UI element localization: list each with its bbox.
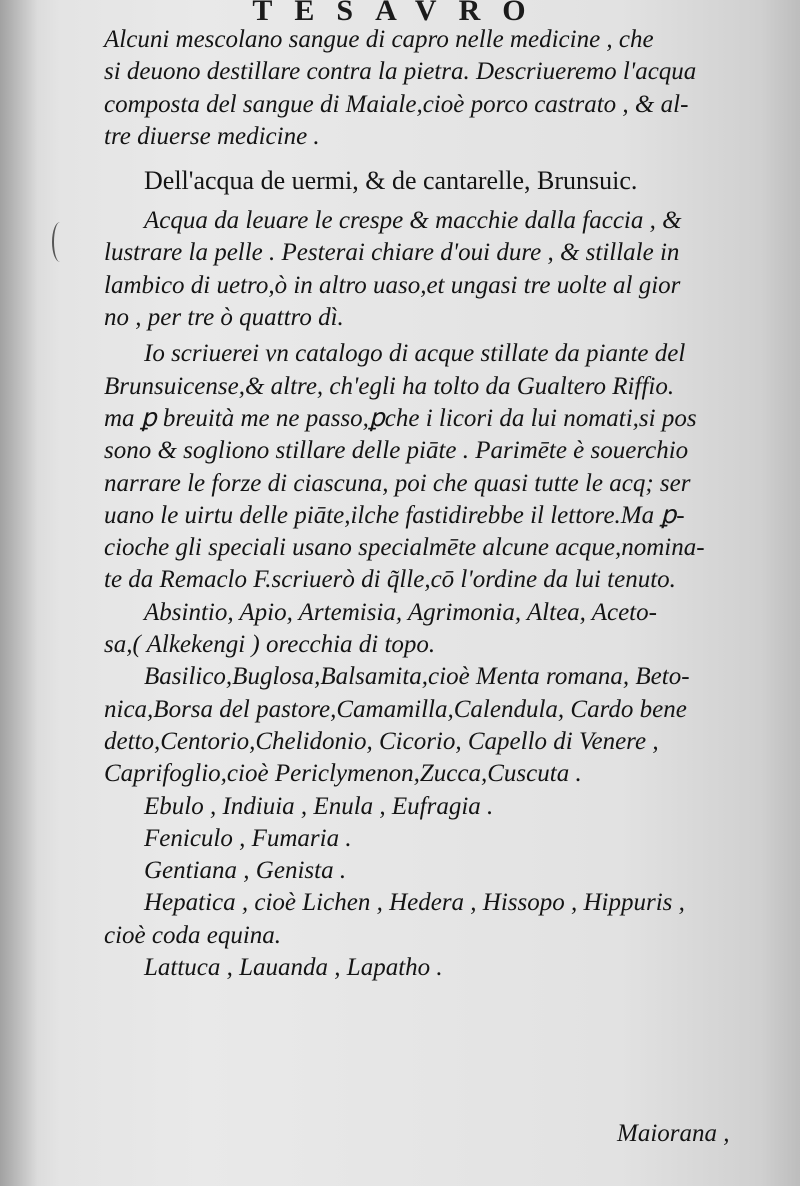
text-line: si deuono destillare contra la pietra. Descriueremo l'acqua — [104, 58, 697, 86]
text-line: Absintio, Apio, Artemisia, Agrimonia, Altea, Aceto- — [144, 598, 657, 626]
text-line: cioche gli speciali usano specialmēte alcune acque,nomina- — [104, 534, 705, 562]
running-header: TESAVRO — [252, 0, 548, 27]
margin-mark — [52, 222, 68, 262]
catchword: Maiorana , — [617, 1120, 730, 1147]
text-line: Basilico,Buglosa,Balsamita,cioè Menta romana, Beto- — [144, 663, 690, 691]
text-line: tre diuerse medicine . — [104, 122, 320, 150]
text-line: Io scriuerei vn catalogo di acque stillate da piante del — [144, 340, 686, 368]
text-line: sono & sogliono stillare delle piāte . Parimēte è souerchio — [104, 437, 689, 465]
text-line: Lattuca , Lauanda , Lapatho . — [144, 954, 443, 982]
text-line: cioè coda equina. — [104, 921, 282, 949]
text-line: Feniculo , Fumaria . — [144, 824, 352, 852]
text-line: narrare le forze di ciascuna, poi che quasi tutte le acq; ser — [104, 469, 691, 497]
text-line: Acqua da leuare le crespe & macchie dalla faccia , & — [144, 207, 682, 235]
text-line: sa,( Alkekengi ) orecchia di topo. — [104, 631, 436, 659]
text-line: lustrare la pelle . Pesterai chiare d'oui dure , & stillale in — [104, 239, 680, 267]
text-line: uano le uirtu delle piāte,ilche fastidirebbe il lettore.Ma ꝑ- — [104, 501, 685, 529]
text-line: Brunsuicense,& altre, ch'egli ha tolto da Gualtero Riffio. — [104, 372, 675, 400]
text-line: no , per tre ò quattro dì. — [104, 304, 344, 332]
text-line: composta del sangue di Maiale,cioè porco castrato , & al- — [104, 90, 689, 118]
text-line: Caprifoglio,cioè Periclymenon,Zucca,Cuscuta . — [104, 760, 582, 788]
text-line: te da Remaclo F.scriuerò di q̃lle,cō l'ordine da lui tenuto. — [104, 566, 676, 594]
binding-shadow — [0, 0, 38, 1186]
text-line: Hepatica , cioè Lichen , Hedera , Hissopo , Hippuris , — [144, 889, 685, 917]
text-line: Ebulo , Indiuia , Enula , Eufragia . — [144, 792, 494, 820]
text-line: Gentiana , Genista . — [144, 857, 347, 885]
body-text — [104, 24, 784, 984]
text-line: nica,Borsa del pastore,Camamilla,Calendula, Cardo bene — [104, 695, 687, 723]
text-line: detto,Centorio,Chelidonio, Cicorio, Capello di Venere , — [104, 727, 659, 755]
text-line: Alcuni mescolano sangue di capro nelle medicine , che — [104, 26, 654, 53]
text-line: ma ꝑ breuità me ne passo,ꝑche i licori da lui nomati,si pos — [104, 404, 697, 432]
text-line: lambico di uetro,ò in altro uaso,et ungasi tre uolte al gior — [104, 271, 681, 299]
section-heading: Dell'acqua de uermi, & de cantarelle, Brunsuic. — [144, 166, 638, 196]
